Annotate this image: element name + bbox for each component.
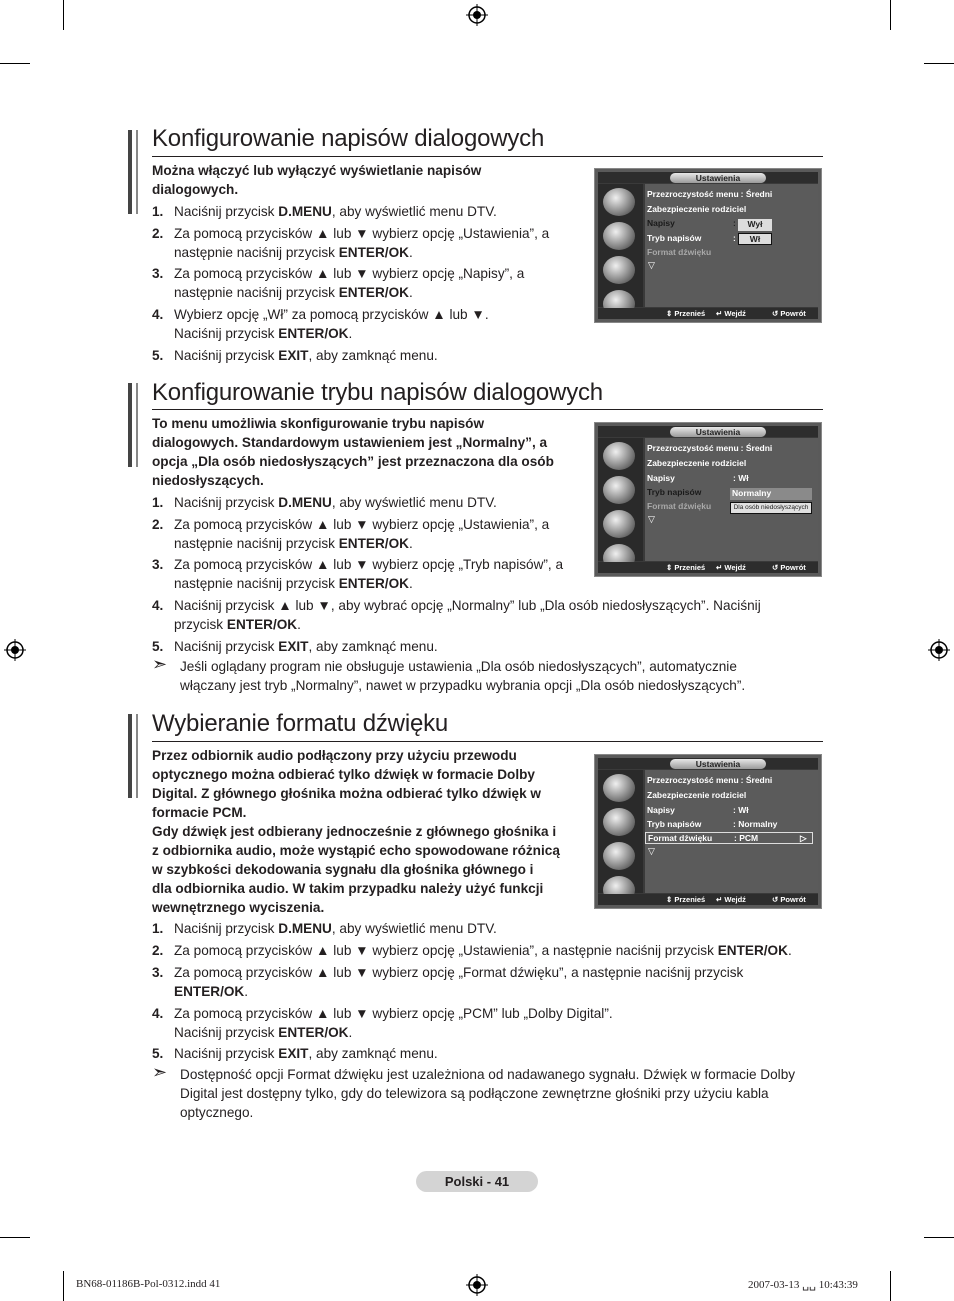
crop-mark xyxy=(0,1237,30,1238)
file-slug: BN68-01186B-Pol-0312.indd 41 xyxy=(76,1278,221,1290)
tv-menu-screen xyxy=(594,168,822,323)
section-bar xyxy=(128,383,132,467)
crop-mark xyxy=(63,1271,64,1301)
picture-icon xyxy=(603,442,635,470)
channel-icon xyxy=(603,510,635,538)
title-rule xyxy=(152,156,823,157)
crop-mark xyxy=(63,0,64,30)
scroll-down-icon: ▽ xyxy=(648,260,655,270)
menu-row[interactable]: Format dźwięku xyxy=(647,247,712,257)
picture-icon xyxy=(603,774,635,802)
menu-row[interactable]: Napisy : Wł xyxy=(647,805,749,815)
sound-icon xyxy=(603,808,635,836)
tv-menu-screen xyxy=(594,422,822,577)
sound-icon xyxy=(603,476,635,504)
sound-icon xyxy=(603,222,635,250)
arrow-right-icon: ▷ xyxy=(800,833,807,843)
section-title: Konfigurowanie trybu napisów dialogowych xyxy=(152,379,603,406)
menu-footer: ⇕ Przenieś ↵ Wejdź ↺ Powrót xyxy=(598,894,818,905)
title-rule xyxy=(152,741,823,742)
menu-row-selected[interactable]: Format dźwięku : PCM ▷ xyxy=(645,832,813,844)
menu-title: Ustawienia xyxy=(670,759,766,769)
section-intro: Przez odbiornik audio podłączony przy użyciu przewodu optycznego można odbierać tylko dźwięk w formacie Dolby Digital. Z głównego głośnika można odbierać tylko dźwięk w formacie PCM. Gdy dźwięk jest odbierany jednocześnie z głównego głośnika i z odbiornika audio, może wystąpić echo spowodowane różnicą w szybkości dekodowania sygnału dla głośnika głównego i dla odbiornika audio. W takim przypadku należy użyć funkcji wewnętrznego wyciszenia. xyxy=(152,748,560,915)
option-normal[interactable]: Normalny xyxy=(730,488,812,500)
menu-row[interactable]: Przezroczystość menu : Średni xyxy=(647,443,773,453)
menu-row[interactable]: Tryb napisów : xyxy=(647,233,736,243)
section-intro: To menu umożliwia skonfigurowanie trybu napisów dialogowych. Standardowym ustawieniem jest „Normalny”, a opcja „Dla osób niedosłyszących” jest przeznaczona dla osób niedosłyszących. xyxy=(152,416,554,488)
crop-mark xyxy=(924,63,954,64)
menu-row[interactable]: Tryb napisów : Normalny xyxy=(647,819,778,829)
tv-menu-screen xyxy=(594,754,822,909)
option-hearing-impaired[interactable]: Dla osób niedosłyszących xyxy=(730,502,812,514)
title-rule xyxy=(152,409,823,410)
registration-mark-icon xyxy=(928,639,950,661)
date-slug: 2007-03-13 ␣␣ 10:43:39 xyxy=(748,1279,858,1291)
section-title: Konfigurowanie napisów dialogowych xyxy=(152,125,545,152)
menu-title: Ustawienia xyxy=(670,173,766,183)
section-intro: Można włączyć lub wyłączyć wyświetlanie napisów dialogowych. xyxy=(152,163,482,197)
registration-mark-icon xyxy=(4,639,26,661)
channel-icon xyxy=(603,842,635,870)
note-arrow-icon: ➣ xyxy=(152,1062,168,1082)
menu-row[interactable]: Napisy : Wł xyxy=(647,473,749,483)
section-title: Wybieranie formatu dźwięku xyxy=(152,710,449,737)
section-bar xyxy=(128,714,132,798)
menu-row[interactable]: Zabezpieczenie rodziciel xyxy=(647,204,747,214)
registration-mark-icon xyxy=(466,4,488,26)
crop-mark xyxy=(890,0,891,30)
menu-footer: ⇕ Przenieś ↵ Wejdź ↺ Powrót xyxy=(598,308,818,319)
section-bar xyxy=(136,130,138,214)
page-number: Polski - 41 xyxy=(416,1171,538,1192)
crop-mark xyxy=(924,1237,954,1238)
crop-mark xyxy=(0,63,30,64)
crop-mark xyxy=(890,1271,891,1301)
menu-row[interactable]: Zabezpieczenie rodziciel xyxy=(647,790,747,800)
menu-sidebar xyxy=(598,184,643,307)
menu-footer: ⇕ Przenieś ↵ Wejdź ↺ Powrót xyxy=(598,562,818,573)
section-bar xyxy=(128,130,132,214)
menu-sidebar xyxy=(598,770,643,893)
option-on[interactable]: Wł xyxy=(738,233,772,245)
menu-row[interactable]: Format dźwięku xyxy=(647,501,712,511)
menu-row[interactable]: Zabezpieczenie rodziciel xyxy=(647,458,747,468)
picture-icon xyxy=(603,188,635,216)
scroll-down-icon: ▽ xyxy=(648,846,655,856)
menu-row[interactable]: Tryb napisów xyxy=(647,487,702,497)
menu-row[interactable]: Przezroczystość menu : Średni xyxy=(647,189,773,199)
menu-title: Ustawienia xyxy=(670,427,766,437)
channel-icon xyxy=(603,256,635,284)
note-arrow-icon: ➣ xyxy=(152,654,168,674)
menu-sidebar xyxy=(598,438,643,561)
section-bar xyxy=(136,714,138,798)
menu-row[interactable]: Napisy : xyxy=(647,218,736,228)
menu-row[interactable]: Przezroczystość menu : Średni xyxy=(647,775,773,785)
scroll-down-icon: ▽ xyxy=(648,514,655,524)
registration-mark-icon xyxy=(466,1274,488,1296)
section-bar xyxy=(136,383,138,467)
option-off[interactable]: Wył xyxy=(738,219,772,231)
